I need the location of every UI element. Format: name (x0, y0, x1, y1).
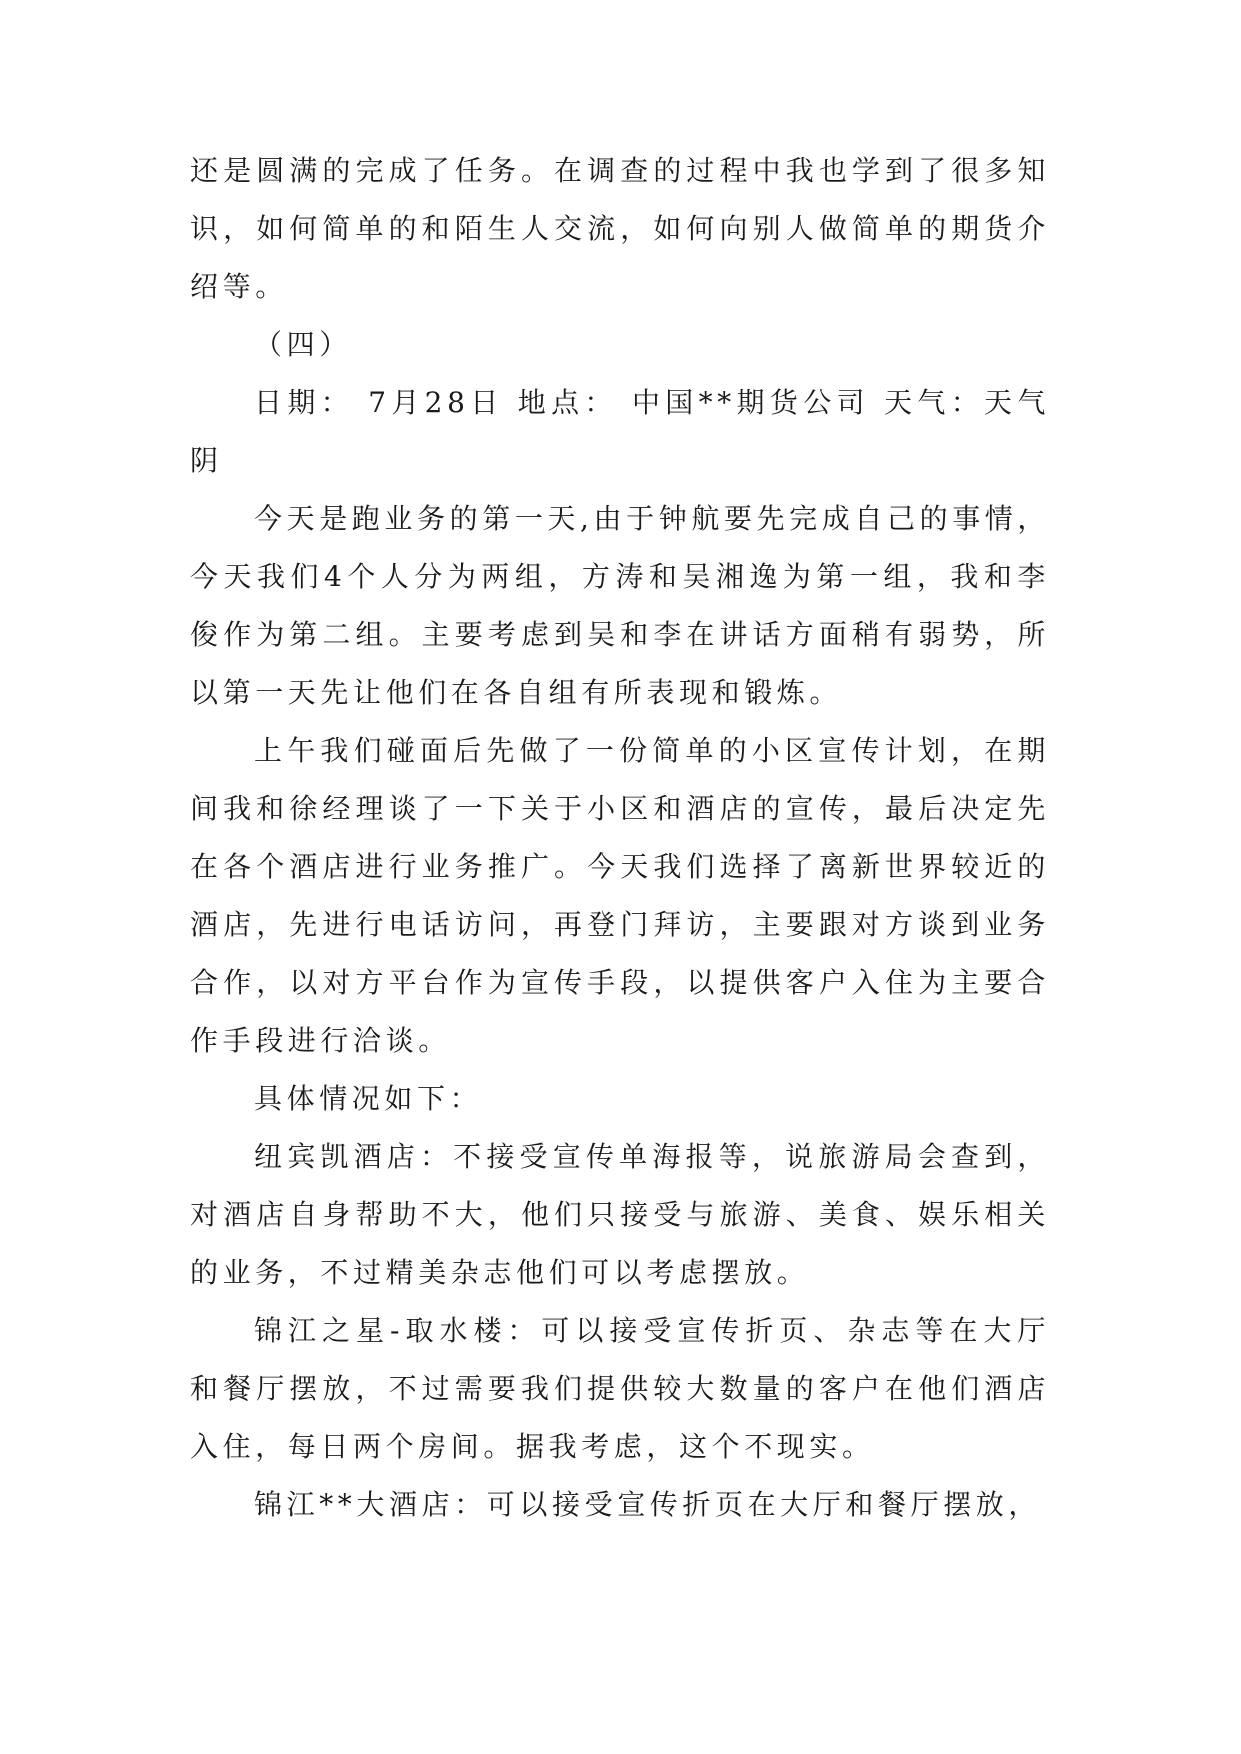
paragraph-details-intro: 具体情况如下： (254, 1082, 483, 1115)
document-page (190, 142, 1050, 1534)
section-heading: （四） (254, 328, 352, 361)
date-location-weather: 日期： 7月28日 地点： 中国**期货公司 天气：天气阴 (190, 386, 1050, 477)
paragraph-hotel-2: 锦江之星-取水楼：可以接受宣传折页、杂志等在大厅和餐厅摆放，不过需要我们提供较大数量的客户在他们酒店入住，每日两个房间。据我考虑，这个不现实。 (190, 1314, 1050, 1463)
paragraph-continuation: 还是圆满的完成了任务。在调查的过程中我也学到了很多知识，如何简单的和陌生人交流，如何向别人做简单的期货介绍等。 (190, 154, 1050, 303)
paragraph-morning-plan: 上午我们碰面后先做了一份简单的小区宣传计划，在期间我和徐经理谈了一下关于小区和酒店的宣传，最后决定先在各个酒店进行业务推广。今天我们选择了离新世界较近的酒店，先进行电话访问，再登门拜访，主要跟对方谈到业务合作，以对方平台作为宣传手段，以提供客户入住为主要合作手段进行洽谈。 (190, 734, 1050, 1057)
paragraph-first-day: 今天是跑业务的第一天,由于钟航要先完成自己的事情，今天我们4个人分为两组，方涛和吴湘逸为第一组，我和李俊作为第二组。主要考虑到吴和李在讲话方面稍有弱势，所以第一天先让他们在各自组有所表现和锻炼。 (190, 502, 1050, 709)
paragraph-hotel-1: 纽宾凯酒店：不接受宣传单海报等，说旅游局会查到，对酒店自身帮助不大，他们只接受与旅游、美食、娱乐相关的业务，不过精美杂志他们可以考虑摆放。 (190, 1140, 1050, 1289)
paragraph-hotel-3: 锦江**大酒店：可以接受宣传折页在大厅和餐厅摆放， (254, 1488, 1042, 1521)
